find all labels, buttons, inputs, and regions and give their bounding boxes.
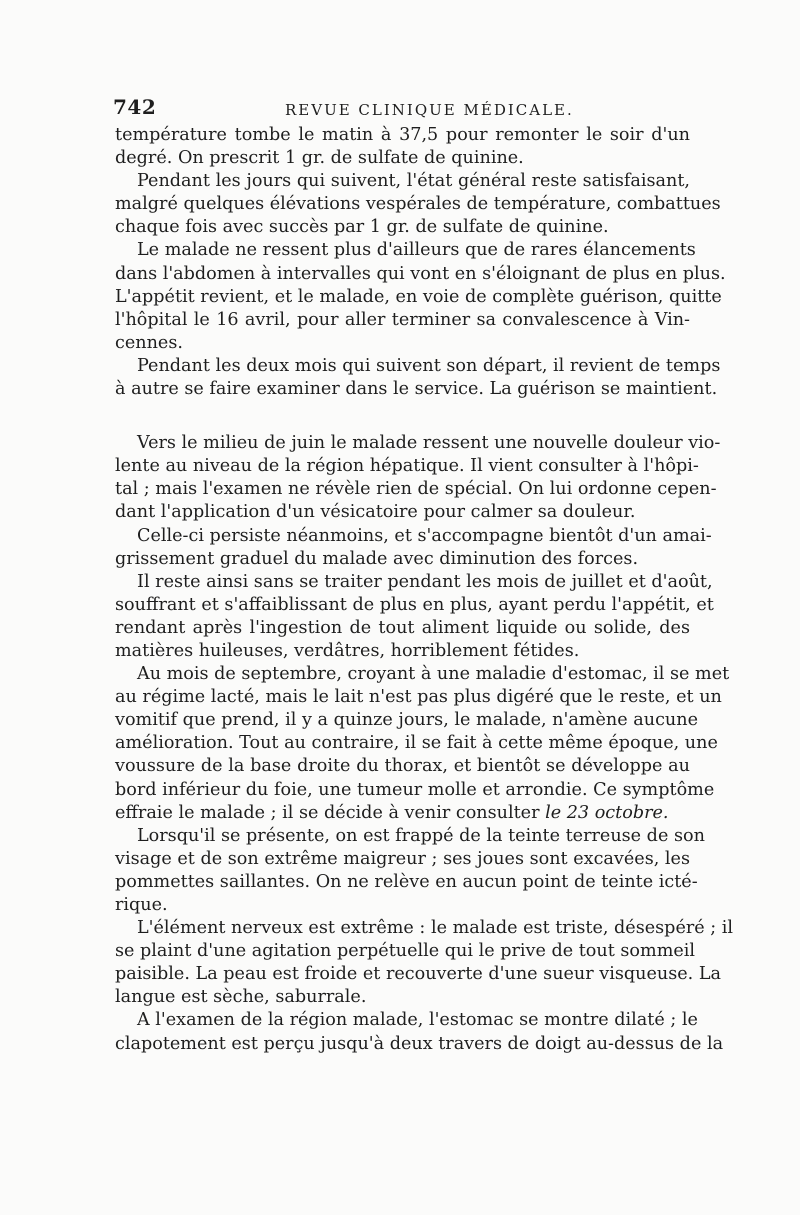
line-text: lente au niveau de la région hépatique. Il vient consulter à l'hôpi-: [115, 456, 699, 477]
line-text: rique.: [115, 895, 168, 915]
text-line: [115, 239, 696, 262]
text-line: [115, 594, 714, 617]
line-text: dant l'application d'un vésicatoire pour calmer sa douleur.: [115, 502, 636, 523]
section-gap: [115, 401, 690, 432]
text-line: [115, 663, 730, 686]
line-text: bord inférieur du foie, une tumeur molle et arrondie. Ce symptôme: [115, 779, 715, 800]
text-line: [115, 871, 698, 894]
line-text: amélioration. Tout au contraire, il se fait à cette même époque, une: [115, 733, 718, 754]
text-line: [115, 501, 690, 524]
line-text: L'appétit revient, et le malade, en voie de complète guérison, quitte: [115, 286, 722, 307]
paragraph: [115, 355, 721, 401]
text-line: [115, 455, 699, 478]
line-text: L'élément nerveux est extrême : le malade est triste, désespéré ; il: [137, 918, 734, 939]
paragraph: [115, 663, 730, 825]
line-text: voussure de la base droite du thorax, et bientôt se développe au: [115, 756, 690, 777]
text-line: [115, 525, 712, 548]
text-line: [115, 894, 690, 917]
line-text: Il reste ainsi sans se traiter pendant les mois de juillet et d'août,: [137, 571, 713, 592]
line-text: vomitif que prend, il y a quinze jours, le malade, n'amène aucune: [115, 710, 699, 731]
text-line: [115, 802, 690, 825]
paragraph: [115, 432, 721, 524]
line-text: température tombe le matin à 37,5 pour remonter le soir d'un: [115, 125, 690, 145]
line-text: A l'examen de la région malade, l'estomac se montre dilaté ; le: [137, 1010, 698, 1031]
paragraph: [115, 525, 712, 571]
line-text: l'hôpital le 16 avril, pour aller terminer sa convalescence à Vin-: [115, 309, 690, 330]
line-text: langue est sèche, saburrale.: [115, 987, 367, 1008]
text-line: [115, 216, 690, 239]
line-text: souffrant et s'affaiblissant de plus en plus, ayant perdu l'appétit, et: [115, 594, 714, 615]
line-text: se plaint d'une agitation perpétuelle qui le prive de tout sommeil: [115, 941, 696, 962]
line-text: Au mois de septembre, croyant à une maladie d'estomac, il se met: [137, 664, 730, 685]
running-title: REVUE CLINIQUE MÉDICALE.: [285, 101, 574, 119]
line-text: rendant après l'ingestion de tout aliment liquide ou solide, des: [115, 617, 690, 638]
text-line: [115, 355, 721, 378]
paragraph: [115, 239, 726, 354]
text-line: [115, 286, 722, 309]
paragraph: [115, 571, 714, 663]
line-text: Pendant les deux mois qui suivent son départ, il revient de temps: [137, 355, 721, 376]
text-line: [115, 779, 715, 802]
text-line: [115, 548, 690, 571]
paragraph: [115, 1009, 724, 1055]
paragraph: [115, 170, 721, 239]
paragraph: [115, 825, 705, 917]
line-text: dans l'abdomen à intervalles qui vont en s'éloignant de plus en plus.: [115, 263, 726, 284]
body-text: [115, 124, 734, 1056]
line-text: au régime lacté, mais le lait n'est pas plus digéré que le reste, et un: [115, 687, 722, 708]
line-text: chaque fois avec succès par 1 gr. de sulfate de quinine.: [115, 217, 609, 238]
line-text: cennes.: [115, 332, 183, 353]
text-line: [115, 432, 721, 455]
text-line: [115, 1033, 724, 1056]
line-text: Vers le milieu de juin le malade ressent une nouvelle douleur vio-: [137, 433, 721, 454]
line-text: grissement graduel du malade avec diminution des forces.: [115, 548, 639, 569]
line-text: paisible. La peau est froide et recouverte d'une sueur visqueuse. La: [115, 964, 721, 985]
line-text: visage et de son extrême maigreur ; ses joues sont excavées, les: [115, 848, 690, 869]
text-line: [115, 571, 713, 594]
line-text: clapotement est perçu jusqu'à deux travers de doigt au-dessus de la: [115, 1033, 724, 1054]
line-text: Celle-ci persiste néanmoins, et s'accompagne bientôt d'un amai-: [137, 525, 712, 546]
line-text: Lorsqu'il se présente, on est frappé de la teinte terreuse de son: [137, 825, 705, 846]
line-text: degré. On prescrit 1 gr. de sulfate de quinine.: [115, 148, 524, 169]
line-text: malgré quelques élévations vespérales de température, combattues: [115, 194, 721, 215]
line-text: effraie le malade ; il se décide à venir consulter: [115, 802, 546, 823]
text-line: [115, 378, 718, 401]
text-line: [115, 825, 705, 848]
text-line: [115, 170, 690, 193]
text-line: [115, 478, 717, 501]
paragraph: [115, 124, 690, 170]
text-line: [115, 963, 721, 986]
text-line: [115, 147, 690, 170]
line-text: tal ; mais l'examen ne révèle rien de spécial. On lui ordonne cepen-: [115, 479, 717, 500]
text-line: [115, 755, 690, 778]
text-line: [115, 309, 690, 332]
line-text: pommettes saillantes. On ne relève en aucun point de teinte icté-: [115, 871, 698, 892]
text-line: [115, 617, 690, 640]
line-text: matières huileuses, verdâtres, horriblement fétides.: [115, 640, 580, 661]
text-line: [115, 263, 726, 286]
paragraph: [115, 917, 734, 1009]
text-line: [115, 640, 690, 663]
text-line: [115, 193, 721, 216]
line-text: Le malade ne ressent plus d'ailleurs que de rares élancements: [137, 240, 696, 261]
text-line: [115, 124, 690, 147]
text-line: [115, 940, 696, 963]
italic-date: le 23 octobre.: [545, 802, 669, 823]
text-line: [115, 1009, 698, 1032]
line-text: Pendant les jours qui suivent, l'état général reste satisfaisant,: [137, 171, 690, 192]
line-text: à autre se faire examiner dans le service. La guérison se maintient.: [115, 379, 718, 400]
text-line: [115, 848, 690, 871]
text-line: [115, 332, 690, 355]
text-line: [115, 686, 722, 709]
text-line: [115, 709, 699, 732]
page-number: 742: [113, 95, 157, 119]
text-line: [115, 917, 734, 940]
text-line: [115, 986, 690, 1009]
text-line: [115, 732, 718, 755]
